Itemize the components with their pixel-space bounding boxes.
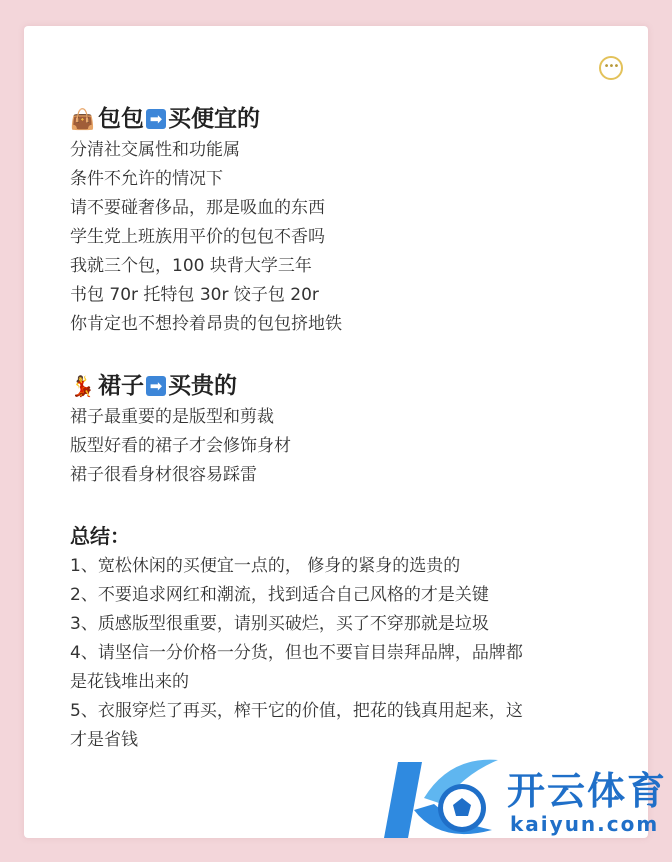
summary-line: 4、请坚信一分价格一分货，但也不要盲目崇拜品牌，品牌都: [70, 643, 523, 663]
summary-line: 3、质感版型很重要，请别买破烂，买了不穿那就是垃圾: [70, 614, 489, 634]
summary-line: 5、衣服穿烂了再买，榨干它的价值，把花的钱真用起来，这: [70, 701, 523, 721]
dancer-icon: 💃: [70, 374, 95, 398]
right-arrow-icon: ➡: [146, 376, 166, 396]
text-line: 版型好看的裙子才会修饰身材: [70, 436, 291, 456]
summary-line: 才是省钱: [70, 730, 138, 750]
summary-title: 总结：: [70, 524, 130, 548]
handbag-icon: 👜: [70, 107, 95, 131]
text-line: 裙子最重要的是版型和剪裁: [70, 407, 274, 427]
text-line: 请不要碰奢侈品，那是吸血的东西: [70, 198, 325, 218]
watermark-brand: 开云体育: [507, 769, 668, 813]
section-title-right: 买贵的: [168, 373, 237, 399]
note-content: [70, 102, 630, 755]
text-line: 书包 70r 托特包 30r 饺子包 20r: [70, 285, 319, 305]
text-line: 裙子很看身材很容易踩雷: [70, 465, 257, 485]
text-line: 我就三个包，100 块背大学三年: [70, 256, 312, 276]
summary-line: 2、不要追求网红和潮流，找到适合自己风格的才是关键: [70, 585, 489, 605]
text-line: 分清社交属性和功能属: [70, 140, 240, 160]
more-options-icon[interactable]: •••: [599, 56, 623, 80]
section-title-skirts: [70, 369, 630, 403]
watermark-domain: kaiyun.com: [510, 812, 660, 836]
section-title-left: 包包: [98, 106, 144, 132]
kaiyun-logo-icon: [380, 752, 510, 848]
section-title-left: 裙子: [98, 373, 144, 399]
section-title-right: 买便宜的: [168, 106, 260, 132]
text-line: 你肯定也不想拎着昂贵的包包挤地铁: [70, 314, 342, 334]
text-line: 学生党上班族用平价的包包不香吗: [70, 227, 325, 247]
right-arrow-icon: ➡: [146, 109, 166, 129]
summary-line: 1、宽松休闲的买便宜一点的， 修身的紧身的选贵的: [70, 556, 461, 576]
text-line: 条件不允许的情况下: [70, 169, 223, 189]
summary-line: 是花钱堆出来的: [70, 672, 189, 692]
watermark-logo: [380, 752, 670, 848]
section-title-bags: [70, 102, 630, 136]
